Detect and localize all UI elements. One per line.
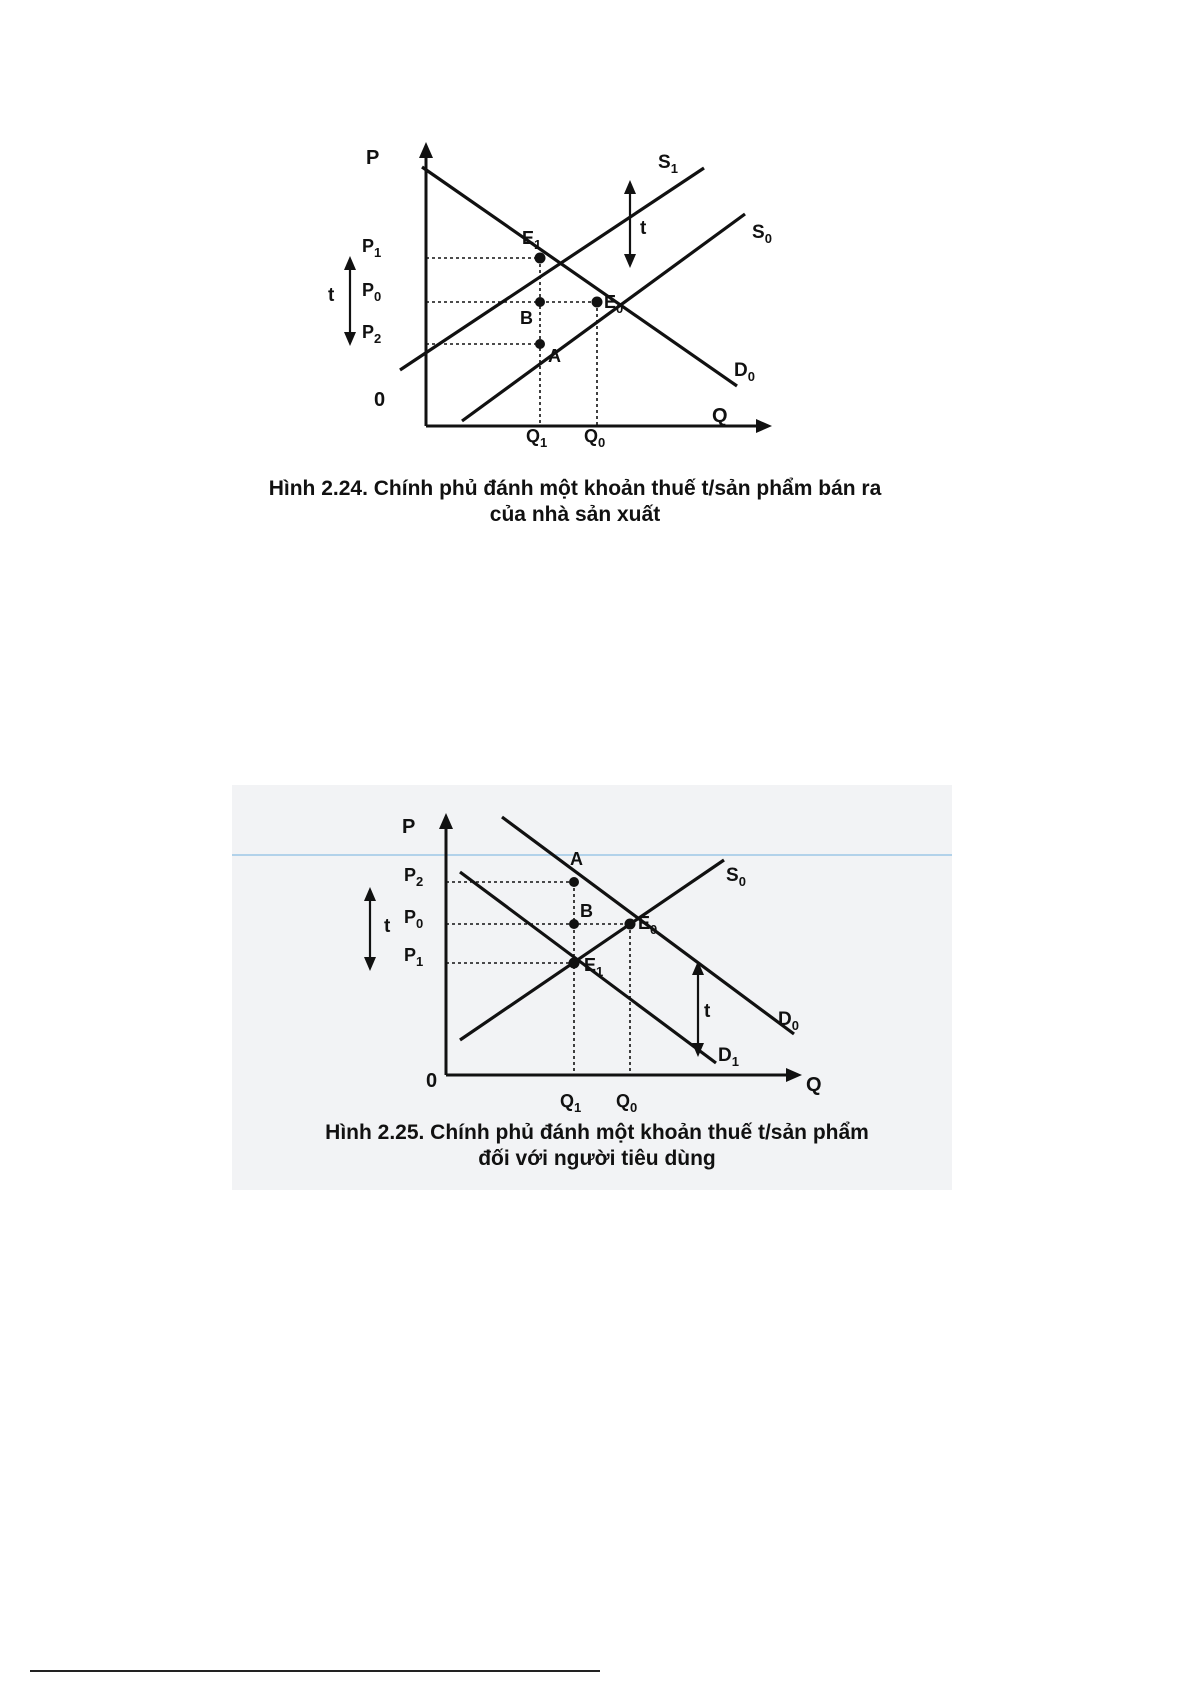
label-origin: 0 [374,389,386,411]
label-q1: $Q_1$ [526,426,548,450]
tax-on-producer-diagram [328,140,820,460]
point-e0 [592,297,603,308]
label-t-left: t [328,285,335,306]
point-e1 [569,958,580,969]
tax-arrow-left-down-head [344,332,356,346]
p-axis-arrowhead [419,142,433,158]
label-q1: $Q_1$ [560,1091,582,1115]
caption-line-1: Hình 2.24. Chính phủ đánh một khoản thuế t/sản phẩm bán ra [268,477,882,500]
demand-curve-d0 [422,167,737,386]
label-t-left: t [384,916,391,937]
label-p2: $P_2$ [362,322,382,346]
label-b: B [520,308,533,328]
page-bottom-rule [30,1670,600,1672]
label-d1: $D_1$ [718,1045,739,1069]
figure-2-25-caption [262,1120,932,1172]
label-p1: $P_1$ [404,945,424,969]
label-s0: $S_0$ [752,222,772,246]
point-b [535,297,545,307]
supply-curve-s0 [462,214,745,421]
figure-2-24-caption [190,476,960,528]
label-s1: $S_1$ [658,152,678,176]
tax-arrow-right-down-head [692,1043,704,1057]
label-t-right: t [640,218,647,239]
label-p-axis: P [366,147,380,169]
label-p2: $P_2$ [404,865,424,889]
label-p0: $P_0$ [362,280,382,304]
point-e1 [535,253,546,264]
label-a: A [570,849,583,869]
supply-curve-s1 [400,168,704,370]
label-d0: $D_0$ [778,1009,799,1033]
point-a [569,877,579,887]
tax-arrow-right-up-head [624,180,636,194]
label-e1: $E_1$ [522,228,542,252]
supply-curve-s0 [460,860,724,1040]
point-e0 [625,919,636,930]
caption-line-2: của nhà sản xuất [489,503,661,526]
label-e0: $E_0$ [638,913,658,937]
tax-arrow-right-down-head [624,254,636,268]
caption-line-2: đối với người tiêu dùng [478,1147,716,1170]
label-q-axis: Q [806,1074,822,1096]
label-q0: $Q_0$ [616,1091,638,1115]
label-p0: $P_0$ [404,907,424,931]
label-p-axis: P [402,816,416,838]
point-b [569,919,579,929]
point-a [535,339,545,349]
label-e1: $E_1$ [584,955,604,979]
tax-arrow-left-down-head [364,957,376,971]
tax-arrow-left-up-head [364,887,376,901]
p-axis-arrowhead [439,813,453,829]
label-d0: $D_0$ [734,360,755,384]
tax-arrow-right-up-head [692,961,704,975]
label-p1: $P_1$ [362,236,382,260]
label-q0: $Q_0$ [584,426,606,450]
tax-arrow-left-up-head [344,256,356,270]
figure-2-24 [328,140,820,460]
q-axis-arrowhead [756,419,772,433]
label-b: B [580,901,593,921]
label-t-right: t [704,1001,711,1022]
label-s0: $S_0$ [726,865,746,889]
label-e0: $E_0$ [604,292,624,316]
label-a: A [548,346,561,366]
caption-line-1: Hình 2.25. Chính phủ đánh một khoản thuế t/sản phẩm [325,1121,869,1144]
label-origin: 0 [426,1070,438,1092]
q-axis-arrowhead [786,1068,802,1082]
label-q-axis: Q [712,405,728,427]
